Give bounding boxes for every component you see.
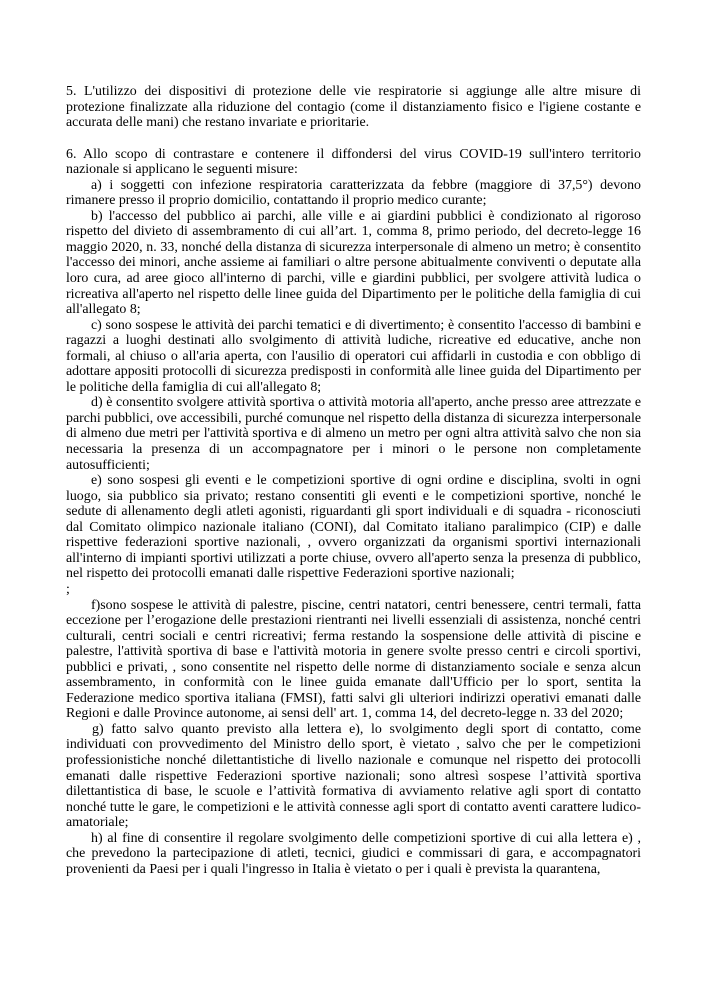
item-h: h) al fine di consentire il regolare svolgimento delle competizioni sportive di cui alla lettera e) , che prevedono la partecipazione di atleti, tecnici, giudici e commissari di gara, e accompagnatori provenienti da Paesi per i quali l'ingresso in Italia è vietato o per i quali è prevista la quarantena, [66, 830, 641, 877]
item-a: a) i soggetti con infezione respiratoria caratterizzata da febbre (maggiore di 37,5°) devono rimanere presso il proprio domicilio, contattando il proprio medico curante; [66, 177, 641, 209]
document-page [66, 84, 641, 877]
stray-semicolon: ; [66, 581, 70, 597]
item-b: b) l'accesso del pubblico ai parchi, alle ville e ai giardini pubblici è condizionato al rigoroso rispetto del divieto di assembramento di cui all’art. 1, comma 8, primo periodo, del decreto-legge 16 maggio 2020, n. 33, nonché della distanza di sicurezza interpersonale di almeno un metro; è consentito l'accesso dei minori, anche assieme ai familiari o altre persone abitualmente conviventi o deputate alla loro cura, ad aree gioco all'interno di parchi, ville e giardini pubblici, per svolgere attività ludica o ricreativa all'aperto nel rispetto delle linee guida del Dipartimento per le politiche della famiglia di cui all'allegato 8; [66, 208, 641, 318]
item-g: g) fatto salvo quanto previsto alla lettera e), lo svolgimento degli sport di contatto, come individuati con provvedimento del Ministro dello sport, è vietato , salvo che per le competizioni professionistiche nonché dilettantistiche di livello nazionale e comunque nel rispetto dei protocolli emanati dalle rispettive Federazioni sportive nazionali; sono altresì sospese l’attività sportiva dilettantistica di base, le scuole e l’attività formativa di avviamento relative agli sport di contatto nonché tutte le gare, le competizioni e le attività connesse agli sport di contatto aventi carattere ludico-amatoriale; [66, 721, 641, 831]
paragraph-5: 5. L'utilizzo dei dispositivi di protezione delle vie respiratorie si aggiunge alle altre misure di protezione finalizzate alla riduzione del contagio (come il distanziamento fisico e l'igiene costante e accurata delle mani) che restano invariate e prioritarie. [66, 84, 641, 131]
item-c: c) sono sospese le attività dei parchi tematici e di divertimento; è consentito l'accesso di bambini e ragazzi a luoghi destinati allo svolgimento di attività ludiche, ricreative ed educative, anche non formali, al chiuso o all'aria aperta, con l'ausilio di operatori cui affidarli in custodia e con obbligo di adottare appositi protocolli di sicurezza predisposti in conformità alle linee guida del Dipartimento per le politiche della famiglia di cui all'allegato 8; [66, 317, 641, 395]
paragraph-6: 6. Allo scopo di contrastare e contenere il diffondersi del virus COVID-19 sull'intero territorio nazionale si applicano le seguenti misure: [66, 146, 641, 178]
item-e: e) sono sospesi gli eventi e le competizioni sportive di ogni ordine e disciplina, svolti in ogni luogo, sia pubblico sia privato; restano consentiti gli eventi e le competizioni sportive, nonché le sedute di allenamento degli atleti agonisti, riguardanti gli sport individuali e di squadra - riconosciuti dal Comitato olimpico nazionale italiano (CONI), dal Comitato italiano paralimpico (CIP) e dalle rispettive federazioni sportive nazionali, , ovvero organizzati da organismi sportivi internazionali all'interno di impianti sportivi utilizzati a porte chiuse, ovvero all'aperto senza la presenza di pubblico, nel rispetto dei protocolli emanati dalle rispettive Federazioni sportive nazionali; [66, 473, 641, 582]
item-d: d) è consentito svolgere attività sportiva o attività motoria all'aperto, anche presso aree attrezzate e parchi pubblici, ove accessibili, purché comunque nel rispetto della distanza di sicurezza interpersonale di almeno due metri per l'attività sportiva e di almeno un metro per ogni altra attività salvo che non sia necessaria la presenza di un accompagnatore per i minori o le persone non completamente autosufficienti; [66, 395, 641, 473]
item-f: f)sono sospese le attività di palestre, piscine, centri natatori, centri benessere, centri termali, fatta eccezione per l’erogazione delle prestazioni rientranti nei livelli essenziali di assistenza, nonché centri culturali, centri sociali e centri ricreativi; ferma restando la sospensione delle attività di piscine e palestre, l'attività sportiva di base e l'attività motoria in genere svolte presso centri e circoli sportivi, pubblici e privati, , sono consentite nel rispetto delle norme di distanziamento sociale e senza alcun assembramento, in conformità con le linee guida emanate dall'Ufficio per lo sport, sentita la Federazione medico sportiva italiana (FMSI), fatti salvi gli ulteriori indirizzi operativi emanati dalle Regioni e dalle Province autonome, ai sensi dell' art. 1, comma 14, del decreto-legge n. 33 del 2020; [66, 597, 641, 722]
